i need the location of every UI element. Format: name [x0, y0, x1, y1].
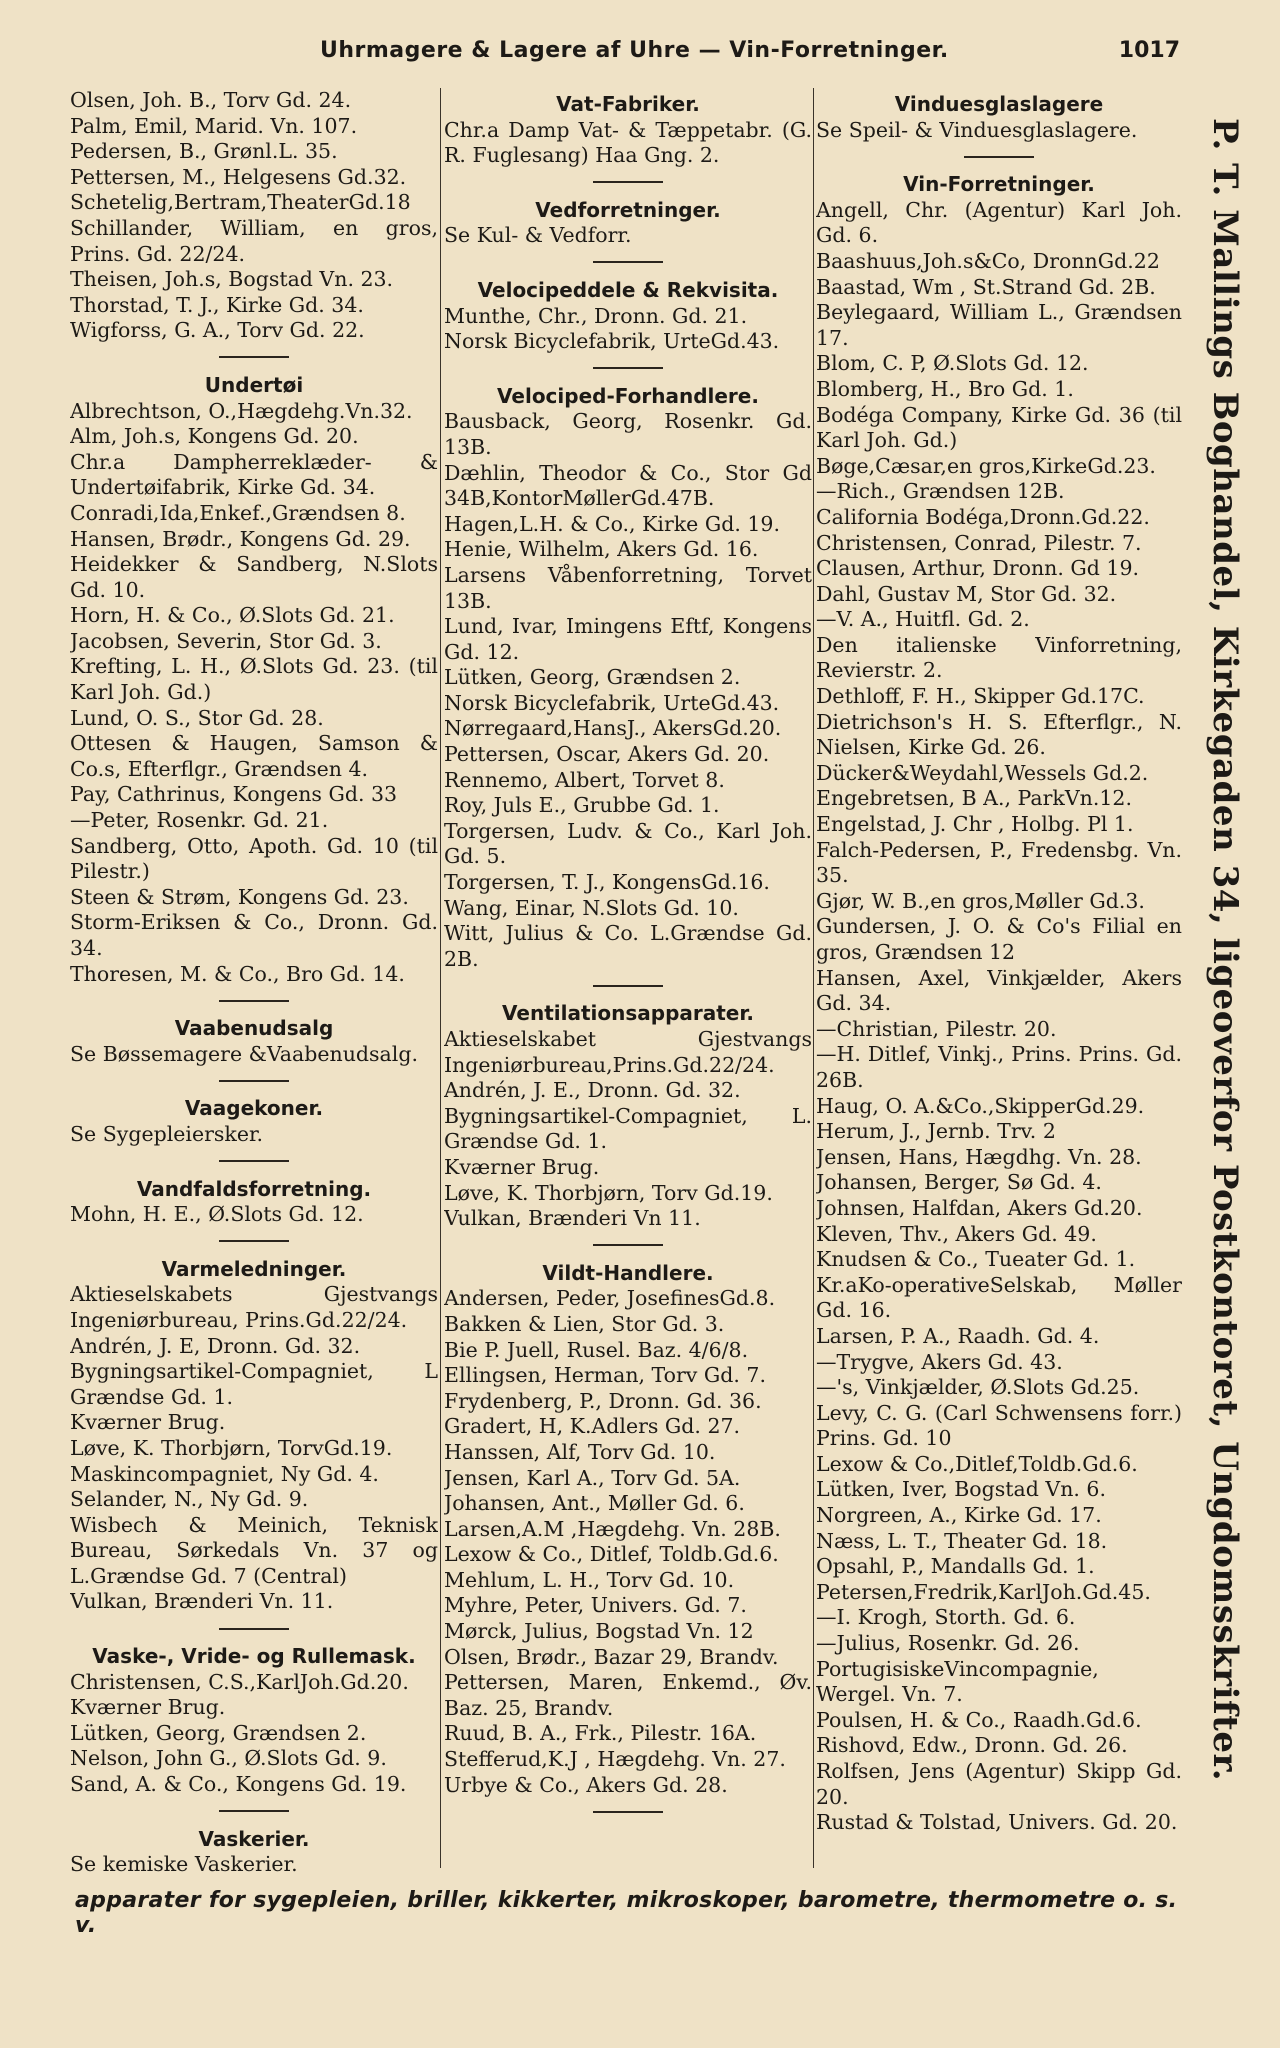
directory-entry: Wigforss, G. A., Torv Gd. 22.: [70, 318, 365, 343]
directory-entry: Lütken, Georg, Grændsen 2.: [70, 1720, 367, 1745]
directory-entry: Johansen, Berger, Sø Gd. 4.: [816, 1170, 1102, 1195]
directory-entry: Hansen, Axel, Vinkjælder, Akers Gd. 34.: [816, 965, 1182, 1016]
directory-entry: Herum, J., Jernb. Trv. 2: [816, 1119, 1056, 1144]
directory-entry: Beylegaard, William L., Grændsen 17.: [816, 300, 1182, 350]
section-separator: [444, 169, 812, 194]
directory-entry: Bakken & Lien, Stor Gd. 3.: [444, 1311, 725, 1336]
directory-entry: Lütken, Georg, Grændsen 2.: [444, 665, 741, 690]
directory-entry: —Julius, Rosenkr. Gd. 26.: [816, 1631, 1080, 1656]
directory-entry: Se Sygepleiersker.: [70, 1121, 264, 1146]
directory-entry: Pettersen, Maren, Enkemd., Øv. Baz. 25, Brandv.: [444, 1670, 812, 1720]
section-heading: Vinduesglaslagere: [894, 92, 1104, 116]
directory-entry: Dücker&Weydahl,Wessels Gd.2.: [816, 760, 1149, 785]
directory-entry: Ellingsen, Herman, Torv Gd. 7.: [444, 1363, 766, 1388]
directory-entry: Olsen, Joh. B., Torv Gd. 24.: [70, 88, 352, 112]
directory-entry: Pay, Cathrinus, Kongens Gd. 33: [70, 782, 398, 807]
directory-entry: Andrén, J. E, Dronn. Gd. 32.: [70, 1333, 361, 1358]
section-separator: [70, 987, 438, 1012]
directory-entry: Engelstad, J. Chr , Holbg. Pl 1.: [816, 812, 1134, 837]
directory-entry: Lexow & Co.,Ditlef,Toldb.Gd.6.: [816, 1451, 1138, 1476]
directory-entry: —H. Ditlef, Vinkj., Prins. Prins. Gd. 26B.: [816, 1042, 1182, 1092]
directory-entry: Dahl, Gustav M, Stor Gd. 32.: [816, 581, 1117, 606]
directory-entry: Gradert, H, K.Adlers Gd. 27.: [444, 1414, 741, 1439]
directory-entry: Rishovd, Edw., Dronn. Gd. 26.: [816, 1733, 1128, 1758]
directory-entry: Se Bøssemagere &Vaabenudsalg.: [70, 1041, 418, 1066]
directory-entry: Dietrichson's H. S. Efterflgr., N. Nielsen, Kirke Gd. 26.: [816, 709, 1182, 760]
directory-entry: Chr.a Damp Vat- & Tæppetabr. (G. R. Fuglesang) Haa Gng. 2.: [444, 117, 812, 168]
directory-entry: Poulsen, H. & Co., Raadh.Gd.6.: [816, 1707, 1142, 1732]
section-separator: [70, 1228, 438, 1253]
directory-column-2: [444, 88, 812, 1878]
directory-entry: Lütken, Iver, Bogstad Vn. 6.: [816, 1477, 1106, 1502]
directory-entry: Schetelig,Bertram,TheaterGd.18: [70, 190, 411, 215]
directory-entry: Wisbech & Meinich, Teknisk Bureau, Sørkedals Vn. 37 og L.Grændse Gd. 7 (Central): [70, 1512, 438, 1588]
directory-entry: Kleven, Thv., Akers Gd. 49.: [816, 1221, 1097, 1246]
directory-entry: Jensen, Hans, Hægdhg. Vn. 28.: [816, 1144, 1142, 1169]
directory-entry: Jacobsen, Severin, Stor Gd. 3.: [70, 628, 382, 653]
directory-entry: Maskincompagniet, Ny Gd. 4.: [70, 1461, 379, 1486]
directory-entry: Storm-Eriksen & Co., Dronn. Gd. 34.: [70, 910, 438, 960]
directory-entry: Dethloff, F. H., Skipper Gd.17C.: [816, 684, 1145, 709]
directory-entry: Roy, Juls E., Grubbe Gd. 1.: [444, 793, 720, 818]
directory-entry: Lund, Ivar, Imingens Eftf, Kongens Gd. 12.: [444, 614, 812, 664]
directory-entry: Bausback, Georg, Rosenkr. Gd. 13B.: [444, 409, 812, 459]
section-heading: Velocipeddele & Rekvisita.: [477, 277, 779, 302]
directory-entry: Jensen, Karl A., Torv Gd. 5A.: [444, 1465, 741, 1490]
directory-entry: Johnsen, Halfdan, Akers Gd.20.: [816, 1195, 1143, 1220]
section-heading: Vin-Forretninger.: [903, 172, 1095, 197]
directory-entry: Hagen,L.H. & Co., Kirke Gd. 19.: [444, 511, 780, 536]
directory-entry: Krefting, L. H., Ø.Slots Gd. 23. (til Karl Joh. Gd.): [70, 654, 438, 705]
directory-entry: Bygningsartikel-Compagniet, L Grændse Gd. 1.: [70, 1359, 438, 1409]
directory-entry: Pettersen, Oscar, Akers Gd. 20.: [444, 742, 770, 767]
directory-entry: Sand, A. & Co., Kongens Gd. 19.: [70, 1772, 407, 1797]
directory-entry: Norsk Bicyclefabrik, UrteGd.43.: [444, 690, 780, 715]
directory-entry: Johansen, Ant., Møller Gd. 6.: [444, 1491, 745, 1516]
directory-entry: Frydenberg, P., Dronn. Gd. 36.: [444, 1388, 762, 1413]
directory-entry: Larsen,A.M ,Hægdehg. Vn. 28B.: [444, 1516, 781, 1541]
directory-entry: Rennemo, Albert, Torvet 8.: [444, 767, 725, 792]
directory-entry: Bodéga Company, Kirke Gd. 36 (til Karl Joh. Gd.): [816, 402, 1182, 453]
directory-entry: Baashuus,Joh.s&Co, DronnGd.22: [816, 248, 1160, 273]
directory-entry: Christensen, Conrad, Pilestr. 7.: [816, 530, 1142, 555]
section-separator: [70, 1798, 438, 1823]
directory-entry: Steen & Strøm, Kongens Gd. 23.: [70, 884, 409, 909]
directory-entry: Baastad, Wm , St.Strand Gd. 2B.: [816, 274, 1156, 299]
directory-entry: —Trygve, Akers Gd. 43.: [816, 1349, 1063, 1374]
bottom-advertisement: apparater for sygepleien, briller, kikkerter, mikroskoper, barometre, thermometre o. s. v.: [75, 1888, 1178, 1938]
section-separator: [816, 143, 1182, 168]
directory-entry: Thorstad, T. J., Kirke Gd. 34.: [70, 292, 364, 317]
running-title: Uhrmagere & Lagere af Uhre — Vin-Forretninger.: [320, 38, 949, 63]
directory-entry: —Peter, Rosenkr. Gd. 21.: [70, 808, 329, 833]
directory-entry: Mohn, H. E., Ø.Slots Gd. 12.: [70, 1202, 364, 1227]
directory-entry: Chr.a Dampherreklæder- & Undertøifabrik, Kirke Gd. 34.: [70, 449, 438, 500]
section-separator: [444, 355, 812, 380]
section-separator: [70, 1067, 438, 1092]
directory-entry: Se Kul- & Vedforr.: [444, 223, 632, 248]
directory-column-1: [70, 88, 438, 1878]
page-number: 1017: [1118, 38, 1180, 63]
directory-entry: Stefferud,K.J , Hægdehg. Vn. 27.: [444, 1747, 786, 1772]
side-advertisement-text: P. T. Mallings Boghandel, Kirkegaden 34, ligeoverfor Postkontoret, Ungdomsskrifter.: [1205, 118, 1245, 1782]
page-header: [60, 38, 1200, 74]
directory-entry: Mørck, Julius, Bogstad Vn. 12: [444, 1619, 754, 1644]
directory-entry: Falch-Pedersen, P., Fredensbg. Vn. 35.: [816, 837, 1182, 888]
directory-entry: PortugisiskeVincompagnie, Wergel. Vn. 7.: [816, 1656, 1099, 1707]
directory-entry: Albrechtson, O.,Hægdehg.Vn.32.: [70, 398, 413, 423]
directory-entry: Myhre, Peter, Univers. Gd. 7.: [444, 1593, 747, 1618]
section-heading: Vaskerier.: [198, 1826, 310, 1851]
directory-entry: Pettersen, M., Helgesens Gd.32.: [70, 164, 407, 189]
directory-entry: —I. Krogh, Storth. Gd. 6.: [816, 1605, 1076, 1630]
directory-entry: Kr.aKo-operativeSelskab, Møller Gd. 16.: [816, 1272, 1182, 1323]
directory-entry: —Rich., Grændsen 12B.: [816, 479, 1065, 504]
directory-entry: Ruud, B. A., Frk., Pilestr. 16A.: [444, 1721, 757, 1746]
directory-entry: Selander, N., Ny Gd. 9.: [70, 1487, 309, 1512]
directory-entry: Christensen, C.S.,KarlJoh.Gd.20.: [70, 1669, 409, 1694]
directory-entry: Henie, Wilhelm, Akers Gd. 16.: [444, 537, 759, 562]
directory-entry: Hansen, Brødr., Kongens Gd. 29.: [70, 526, 411, 551]
directory-entry: Angell, Chr. (Agentur) Karl Joh. Gd. 6.: [816, 197, 1182, 248]
directory-entry: California Bodéga,Dronn.Gd.22.: [816, 504, 1150, 529]
directory-entry: Nørregaard,HansJ., AkersGd.20.: [444, 716, 782, 741]
directory-entry: Norgreen, A., Kirke Gd. 17.: [816, 1503, 1102, 1528]
directory-entry: Levy, C. G. (Carl Schwensens forr.) Prins. Gd. 10: [816, 1400, 1182, 1451]
directory-entry: Lexow & Co., Ditlef, Toldb.Gd.6.: [444, 1542, 779, 1567]
directory-entry: Aktieselskabet Gjestvangs Ingeniørbureau,Prins.Gd.22/24.: [444, 1027, 812, 1077]
section-separator: [444, 1798, 812, 1823]
directory-entry: Olsen, Brødr., Bazar 29, Brandv.: [444, 1644, 779, 1669]
directory-entry: Rustad & Tolstad, Univers. Gd. 20.: [816, 1810, 1178, 1835]
directory-entry: Palm, Emil, Marid. Vn. 107.: [70, 113, 358, 138]
directory-entry: Aktieselskabets Gjestvangs Ingeniørbureau, Prins.Gd.22/24.: [70, 1282, 438, 1332]
directory-entry: —'s, Vinkjælder, Ø.Slots Gd.25.: [816, 1375, 1140, 1400]
directory-entry: Conradi,Ida,Enkef.,Grændsen 8.: [70, 500, 406, 525]
section-heading: Vat-Fabriker.: [556, 92, 700, 116]
directory-entry: Schillander, William, en gros, Prins. Gd. 22/24.: [70, 215, 438, 266]
section-separator: [444, 249, 812, 274]
directory-entry: Engebretsen, B A., ParkVn.12.: [816, 786, 1132, 811]
directory-entry: Pedersen, B., Grønl.L. 35.: [70, 139, 338, 164]
section-heading: Vaagekoner.: [184, 1096, 324, 1121]
directory-entry: Theisen, Joh.s, Bogstad Vn. 23.: [70, 267, 394, 292]
directory-entry: Kværner Brug.: [70, 1695, 226, 1720]
directory-column-3: [816, 88, 1182, 1878]
column-divider: [813, 88, 814, 1868]
section-heading: Vedforretninger.: [535, 197, 721, 222]
directory-entry: Clausen, Arthur, Dronn. Gd 19.: [816, 556, 1140, 581]
directory-entry: Mehlum, L. H., Torv Gd. 10.: [444, 1567, 735, 1592]
section-separator: [444, 1232, 812, 1257]
directory-entry: Blom, C. P, Ø.Slots Gd. 12.: [816, 351, 1089, 376]
directory-entry: —Christian, Pilestr. 20.: [816, 1016, 1057, 1041]
directory-entry: Petersen,Fredrik,KarlJoh.Gd.45.: [816, 1579, 1151, 1604]
directory-entry: Sandberg, Otto, Apoth. Gd. 10 (til Pilestr.): [70, 833, 438, 884]
section-heading: Vandfaldsforretning.: [136, 1176, 372, 1201]
directory-entry: Andersen, Peder, JosefinesGd.8.: [444, 1286, 776, 1311]
directory-entry: Larsen, P. A., Raadh. Gd. 4.: [816, 1323, 1100, 1348]
directory-entry: Kværner Brug.: [70, 1410, 226, 1435]
directory-entry: Torgersen, T. J., KongensGd.16.: [444, 870, 770, 895]
directory-entry: Witt, Julius & Co. L.Grændse Gd. 2B.: [444, 921, 812, 971]
directory-entry: Thoresen, M. & Co., Bro Gd. 14.: [70, 961, 405, 986]
directory-entry: Gundersen, J. O. & Co's Filial en gros, Grændsen 12: [816, 914, 1182, 964]
directory-entry: Nelson, John G., Ø.Slots Gd. 9.: [70, 1746, 387, 1771]
column-divider: [440, 88, 441, 1868]
section-separator: [444, 972, 812, 997]
directory-entry: Alm, Joh.s, Kongens Gd. 20.: [70, 424, 359, 449]
side-advertisement: [1190, 118, 1260, 1838]
section-heading: Undertøi: [204, 372, 304, 397]
directory-entry: Ottesen & Haugen, Samson & Co.s, Efterflgr., Grændsen 4.: [70, 731, 438, 781]
directory-entry: Løve, K. Thorbjørn, TorvGd.19.: [70, 1435, 393, 1460]
directory-entry: Munthe, Chr., Dronn. Gd. 21.: [444, 303, 748, 328]
directory-entry: Knudsen & Co., Tueater Gd. 1.: [816, 1247, 1136, 1272]
directory-entry: Wang, Einar, N.Slots Gd. 10.: [444, 895, 739, 920]
section-separator: [70, 344, 438, 369]
directory-entry: Løve, K. Thorbjørn, Torv Gd.19.: [444, 1180, 773, 1205]
directory-entry: Kværner Brug.: [444, 1154, 600, 1179]
directory-entry: Norsk Bicyclefabrik, UrteGd.43.: [444, 329, 780, 354]
directory-entry: Rolfsen, Jens (Agentur) Skipp Gd. 20.: [816, 1759, 1182, 1809]
section-heading: Vaabenudsalg: [174, 1016, 334, 1041]
section-heading: Velociped-Forhandlere.: [497, 383, 759, 408]
directory-entry: Lund, O. S., Stor Gd. 28.: [70, 705, 324, 730]
directory-entry: Hanssen, Alf, Torv Gd. 10.: [444, 1439, 716, 1464]
directory-entry: Se Speil- & Vinduesglaslagere.: [816, 117, 1138, 142]
section-heading: Ventilationsapparater.: [502, 1001, 754, 1026]
directory-entry: Den italienske Vinforretning, Revierstr. 2.: [816, 632, 1182, 683]
section-heading: Varmeledninger.: [161, 1256, 347, 1281]
directory-entry: Bie P. Juell, Rusel. Baz. 4/6/8.: [444, 1337, 749, 1362]
directory-entry: Vulkan, Brænderi Vn 11.: [444, 1206, 701, 1231]
directory-entry: Andrén, J. E., Dronn. Gd. 32.: [444, 1078, 741, 1103]
directory-entry: Torgersen, Ludv. & Co., Karl Joh. Gd. 5.: [444, 818, 812, 869]
directory-entry: Vulkan, Brænderi Vn. 11.: [70, 1589, 334, 1614]
directory-entry: Næss, L. T., Theater Gd. 18.: [816, 1528, 1108, 1553]
directory-entry: Horn, H. & Co., Ø.Slots Gd. 21.: [70, 603, 395, 628]
directory-entry: Se kemiske Vaskerier.: [70, 1852, 298, 1877]
section-separator: [70, 1148, 438, 1173]
directory-entry: Urbye & Co., Akers Gd. 28.: [444, 1772, 728, 1797]
directory-entry: Bygningsartikel-Compagniet, L. Grændse Gd. 1.: [444, 1103, 812, 1154]
section-separator: [70, 1615, 438, 1640]
directory-entry: Haug, O. A.&Co.,SkipperGd.29.: [816, 1093, 1145, 1118]
directory-entry: —V. A., Huitfl. Gd. 2.: [816, 607, 1030, 632]
directory-entry: Opsahl, P., Mandalls Gd. 1.: [816, 1554, 1095, 1579]
directory-entry: Dæhlin, Theodor & Co., Stor Gd 34B,KontorMøllerGd.47B.: [444, 460, 812, 511]
section-heading: Vildt-Handlere.: [542, 1260, 714, 1285]
directory-entry: Heidekker & Sandberg, N.Slots Gd. 10.: [70, 552, 438, 602]
directory-entry: Gjør, W. B.,en gros,Møller Gd.3.: [816, 888, 1145, 913]
directory-entry: Blomberg, H., Bro Gd. 1.: [816, 376, 1074, 401]
section-heading: Vaske-, Vride- og Rullemask.: [92, 1644, 416, 1669]
directory-entry: Bøge,Cæsar,en gros,KirkeGd.23.: [816, 453, 1156, 478]
directory-entry: Larsens Våbenforretning, Torvet 13B.: [444, 562, 812, 613]
